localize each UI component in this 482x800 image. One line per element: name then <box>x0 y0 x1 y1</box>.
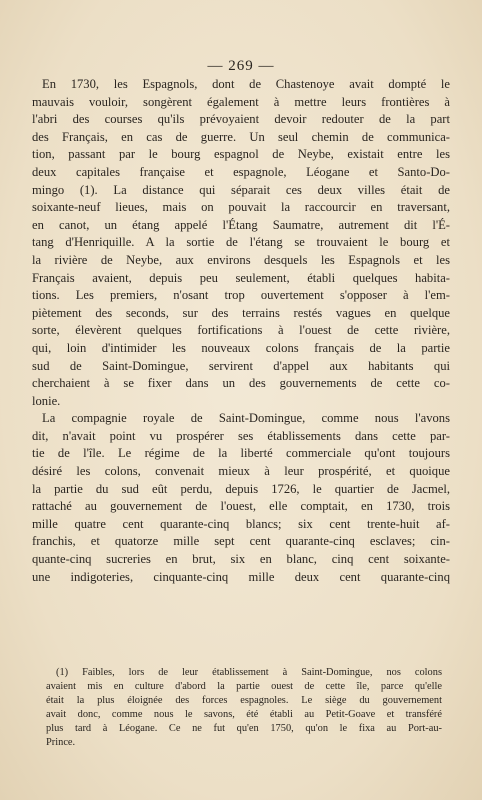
footnote-line: Prince. <box>46 737 76 748</box>
footnote <box>46 666 442 750</box>
text-line: piètement des seconds, sur des terrains restés vagues en quelque <box>32 305 450 320</box>
text-line: l'abri des courses qu'ils prévoyaient devoir redouter de la part <box>32 112 450 127</box>
paragraph-1 <box>32 76 450 410</box>
text-line: dit, n'avait point vu prospérer ses établissements dans cette par- <box>32 428 450 443</box>
text-line: mingo (1). La distance qui séparait ces deux villes était de <box>32 182 450 197</box>
footnote-line: plus tard à Léogane. Ce ne fut qu'en 1750, qu'on le fixa au Port-au- <box>46 723 442 734</box>
text-line: désiré les colons, convenait mieux à leur prospérité, et quoique <box>32 464 450 479</box>
text-line: deux capitales française et espagnole, Léogane et Santo-Do- <box>32 164 450 179</box>
page-number: — 269 — <box>207 58 275 74</box>
footnote-line: avaient mis en culture d'abord la partie ouest de cette île, parce qu'elle <box>46 681 442 692</box>
text-line: tion, passant par le bourg espagnol de Neybe, existait entre les <box>32 147 450 162</box>
footnote-line: avait donc, comme nous le savons, été établi au Petit-Goave et transféré <box>46 709 442 720</box>
footnote-line: était la plus éloignée des forces espagnoles. Le siège du gouvernement <box>46 695 442 706</box>
text-line: mauvais vouloir, songèrent également à mettre leurs frontières à <box>32 94 450 109</box>
text-line: tie de l'île. Le régime de la liberté commerciale qu'ont toujours <box>32 446 450 461</box>
text-line: la rivière de Neybe, aux environs desquels les Espagnols et les <box>32 252 450 267</box>
text-line: sud de Saint-Domingue, servirent d'appel aux habitants qui <box>32 358 450 373</box>
text-line: franchis, et quatorze mille sept cent quarante-cinq esclaves; cin- <box>32 534 450 549</box>
body-text <box>32 76 450 586</box>
text-line: tions. Les premiers, n'osant trop ouvertement s'opposer à l'em- <box>32 288 450 303</box>
text-line: quante-cinq sucreries en brut, six en blanc, cinq cent soixante- <box>32 552 450 567</box>
paragraph-2 <box>32 410 450 586</box>
text-line: en canot, un étang appelé l'Étang Saumatre, autrement dit l'É- <box>32 217 450 232</box>
text-line: cherchaient à se fixer dans un des gouvernements de cette co- <box>32 376 450 391</box>
text-line: soixante-neuf lieues, mais on pouvait la raccourcir en traversant, <box>32 200 450 215</box>
text-line: En 1730, les Espagnols, dont de Chastenoye avait dompté le <box>42 77 450 91</box>
text-line: Français avaient, depuis peu seulement, établi quelques habita- <box>32 270 450 285</box>
footnote-line: (1) Faibles, lors de leur établissement à Saint-Domingue, nos colons <box>56 667 442 678</box>
text-line: sorte, élevèrent quelques fortifications à l'ouest de cette rivière, <box>32 323 450 338</box>
text-line: des Français, en cas de guerre. Un seul chemin de communica- <box>32 129 450 144</box>
text-line: rattaché au gouvernement de l'ouest, elle comptait, en 1730, trois <box>32 499 450 514</box>
text-line: mille quatre cent quarante-cinq blancs; six cent trente-huit af- <box>32 516 450 531</box>
text-line: lonie. <box>32 393 61 408</box>
text-line: qui, loin d'intimider les nouveaux colons français de la partie <box>32 340 450 355</box>
text-line: une indigoteries, cinquante-cinq mille deux cent quarante-cinq <box>32 569 450 584</box>
text-line: La compagnie royale de Saint-Domingue, comme nous l'avons <box>42 411 450 426</box>
text-line: tang d'Henriquille. A la sortie de l'étang se trouvaient le bourg et <box>32 235 450 250</box>
text-line: la partie du sud eût perdu, depuis 1726, le quartier de Jacmel, <box>32 481 450 496</box>
